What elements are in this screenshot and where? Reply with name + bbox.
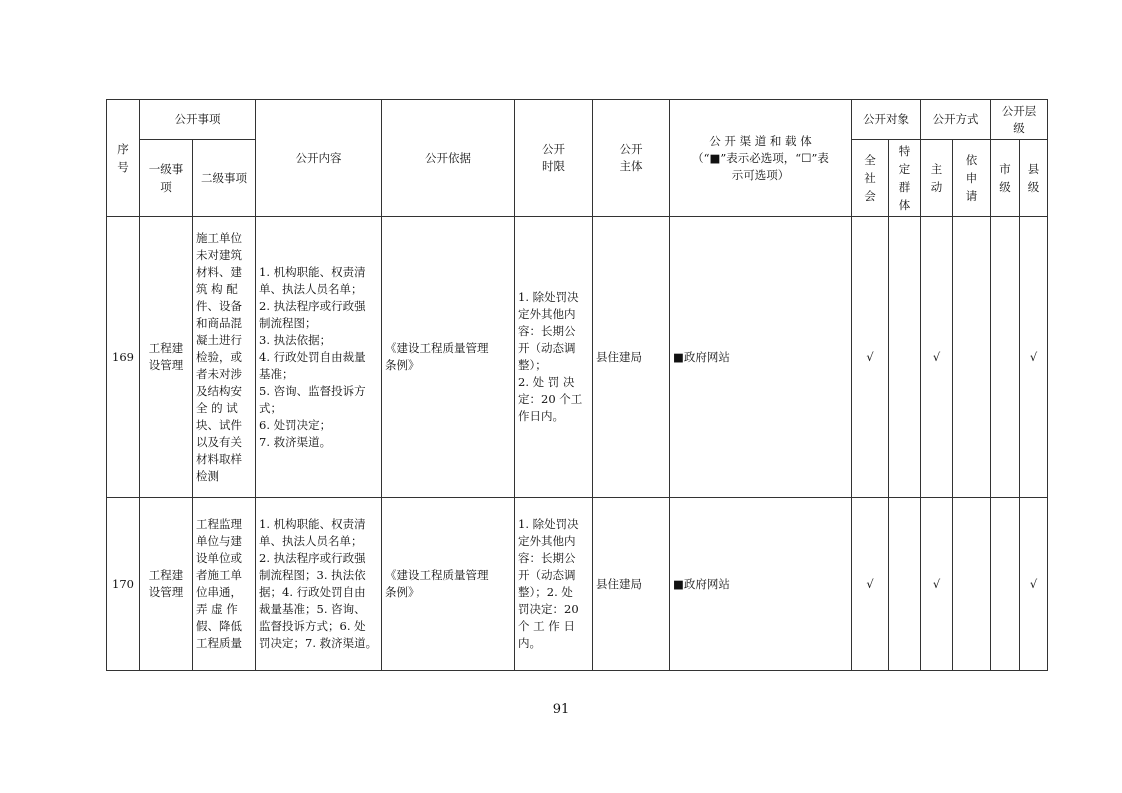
disclosure-table: [106, 99, 1048, 671]
row-channel: ■政府网站: [673, 349, 730, 364]
row-level1: 工程建 设管理: [148, 568, 184, 599]
row-seq: 170: [112, 576, 134, 591]
header-basis: 公开依据: [425, 150, 471, 165]
table-row: [107, 498, 1048, 671]
header-level-city: 市 级: [999, 162, 1011, 194]
row-basis: 《建设工程质量管理 条例》: [385, 341, 489, 372]
header-method: 公开方式: [932, 112, 979, 126]
page-number: 91: [552, 702, 570, 717]
header-level-county: 县 级: [1027, 162, 1040, 194]
row-audience-all: √: [866, 349, 874, 364]
row-method-active: √: [932, 576, 941, 591]
row-channel: ■政府网站: [673, 576, 730, 591]
row-audience-all: √: [866, 576, 874, 591]
row-level-county: √: [1029, 349, 1038, 364]
header-audience-all: 全 社 会: [864, 153, 876, 203]
row-basis: 《建设工程质量管理 条例》: [385, 568, 489, 599]
row-seq: 169: [112, 349, 134, 364]
header-time-limit: 公开 时限: [542, 142, 565, 173]
row-content: 1. 机构职能、权责清 单、执法人员名单； 2. 执法程序或行政强 制流程图； 3. 执法依据； 4. 行政处罚自由裁量 基准； 5. 咨询、监督投诉方 式； 6. 处罚决定； 7. 救济渠道。: [259, 264, 366, 449]
header-method-request: 依 申 请: [965, 153, 978, 203]
row-level-county: √: [1029, 576, 1038, 591]
row-level1: 工程建 设管理: [148, 341, 184, 372]
table-row: [107, 217, 1048, 498]
header-method-active: 主 动: [930, 162, 943, 194]
header-level1: 一级事 项: [148, 162, 184, 194]
header-matters: 公开事项: [174, 112, 221, 126]
row-level2: 施工单位 未对建筑 材料、建 筑 构 配 件、设备 和商品混 凝土进行 检验，或 者未对涉 及结构安 全 的 试 块、试件 以及有关 材料取样 检测: [196, 230, 242, 483]
header-audience-specific: 特 定 群 体: [898, 144, 911, 212]
header-subject: 公开 主体: [619, 142, 643, 173]
header-seq: 序 号: [117, 142, 129, 174]
row-subject: 县住建局: [596, 576, 642, 591]
row-subject: 县住建局: [596, 349, 642, 364]
header-audience: 公开对象: [863, 112, 909, 126]
row-time-limit: 1. 除处罚决 定外其他内 容：长期公 开（动态调 整）；2. 处 罚决定：20 个 工 作 日 内。: [518, 517, 579, 650]
header-content: 公开内容: [295, 150, 342, 165]
header-channel: 公 开 渠 道 和 载 体 （“■”表示必选项，“☐”表 示可选项）: [692, 133, 829, 182]
row-time-limit: 1. 除处罚决 定外其他内 容：长期公 开（动态调 整）； 2. 处 罚 决 定：20 个工 作日内。: [518, 290, 583, 423]
row-level2: 工程监理 单位与建 设单位或 者施工单 位串通， 弄 虚 作 假、降低 工程质量: [196, 517, 242, 650]
header-level: 公开层 级: [1001, 103, 1037, 135]
header-level2: 二级事项: [201, 170, 247, 185]
header-row-1: [107, 100, 1048, 140]
row-content: 1. 机构职能、权责清 单、执法人员名单； 2. 执法程序或行政强 制流程图；3. 执法依 据；4. 行政处罚自由 裁量基准；5. 咨询、 监督投诉方式；6. 处 罚决定；7. 救济渠道。: [259, 517, 378, 650]
row-method-active: √: [932, 349, 941, 364]
